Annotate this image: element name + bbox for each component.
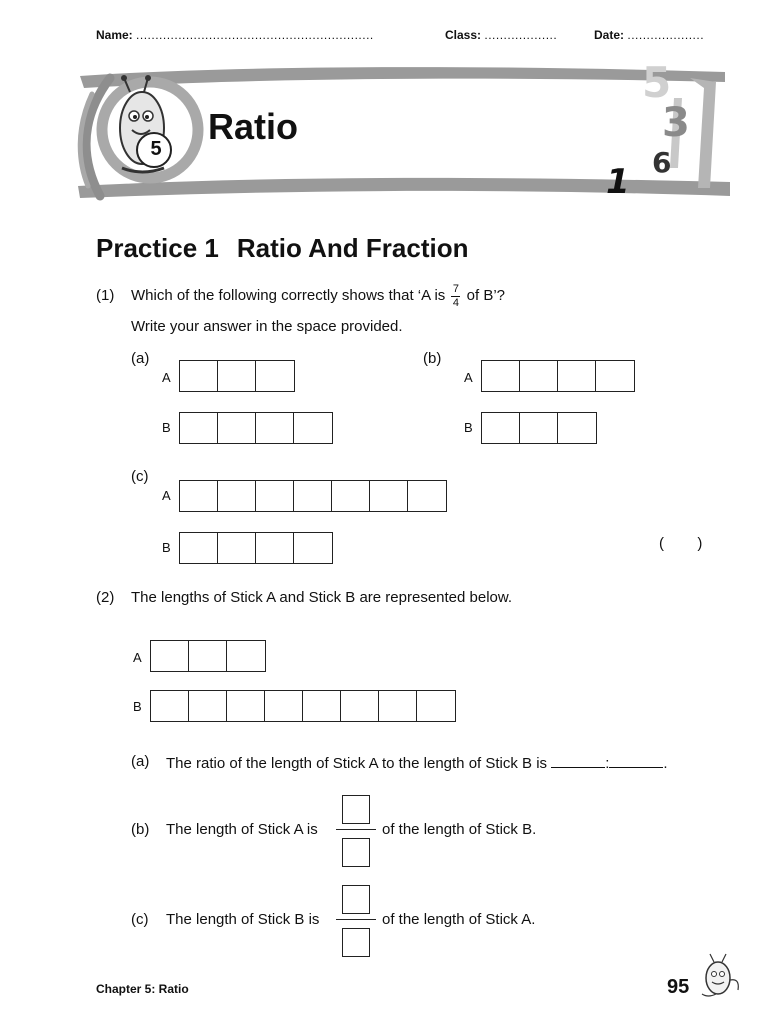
- bar-unit: [180, 413, 218, 443]
- option-a-bar-b: [179, 412, 333, 444]
- bar-label-a: A: [162, 488, 171, 503]
- stick-b-bar: [150, 690, 456, 722]
- bar-unit: [256, 361, 294, 391]
- bar-unit: [294, 413, 332, 443]
- bar-unit: [180, 533, 218, 563]
- stick-a-label: A: [133, 650, 142, 665]
- bar-unit: [341, 691, 379, 721]
- option-c-bar-b: [179, 532, 333, 564]
- q2b-label: (b): [131, 821, 150, 838]
- deco-number: 5: [642, 58, 672, 107]
- bar-unit: [218, 361, 256, 391]
- option-b-bar-b: [481, 412, 597, 444]
- q2a-question: [166, 753, 668, 772]
- date-blank: ....................: [627, 28, 705, 42]
- stick-b-label: B: [133, 699, 142, 714]
- q2b-text-before: The length of Stick A is: [166, 821, 318, 838]
- name-label: Name:: [96, 28, 133, 42]
- date-field: [594, 28, 704, 42]
- name-field: [96, 28, 374, 42]
- bar-unit: [256, 481, 294, 511]
- q2c-text-after: of the length of Stick A.: [382, 911, 536, 928]
- deco-number: 3: [662, 100, 690, 146]
- q2a-text: The ratio of the length of Stick A to the length of Stick B is: [166, 755, 548, 772]
- q1-text-after: of B’?: [466, 287, 505, 304]
- fraction-numerator: 7: [452, 282, 460, 295]
- bar-unit: [218, 413, 256, 443]
- deco-number: 6: [652, 146, 672, 179]
- bar-unit: [408, 481, 446, 511]
- q2c-fraction-bar: [336, 919, 376, 920]
- bar-unit: [180, 481, 218, 511]
- option-a-label: (a): [131, 350, 150, 367]
- q2-number: (2): [96, 589, 115, 606]
- deco-number: 1: [606, 162, 630, 202]
- bar-unit: [218, 533, 256, 563]
- q2c-label: (c): [131, 911, 149, 928]
- q2c-numerator-box[interactable]: [342, 885, 370, 914]
- bar-unit: [189, 641, 227, 671]
- class-field: [445, 28, 557, 42]
- fraction-7-4: [451, 284, 460, 309]
- q1-number: (1): [96, 287, 115, 304]
- ratio-blank-2[interactable]: [609, 753, 663, 768]
- bar-unit: [558, 413, 596, 443]
- option-b-label: (b): [423, 350, 442, 367]
- bar-unit: [370, 481, 408, 511]
- bar-unit: [227, 691, 265, 721]
- bar-unit: [303, 691, 341, 721]
- q2c-text-before: The length of Stick B is: [166, 911, 320, 928]
- ratio-end: .: [663, 755, 668, 772]
- bar-unit: [596, 361, 634, 391]
- chapter-footer: Chapter 5: Ratio: [96, 982, 189, 996]
- option-c-label: (c): [131, 468, 149, 485]
- bar-label-b: B: [464, 420, 473, 435]
- q1-question: [131, 279, 505, 313]
- name-blank: ..............................................................: [136, 28, 374, 42]
- mascot-illustration: [92, 72, 204, 184]
- bar-unit: [520, 413, 558, 443]
- ratio-blank-1[interactable]: [551, 753, 605, 768]
- class-label: Class:: [445, 28, 482, 42]
- date-label: Date:: [594, 28, 625, 42]
- bar-unit: [227, 641, 265, 671]
- q1-answer-bracket[interactable]: ( ): [659, 535, 703, 552]
- bar-unit: [151, 691, 189, 721]
- option-a-bar-a: [179, 360, 295, 392]
- bar-unit: [256, 413, 294, 443]
- q2b-numerator-box[interactable]: [342, 795, 370, 824]
- bar-unit: [520, 361, 558, 391]
- chapter-title: Ratio: [208, 106, 298, 147]
- q1-text-before: Which of the following correctly shows that ‘A is: [131, 287, 446, 304]
- bar-unit: [265, 691, 303, 721]
- bar-unit: [417, 691, 455, 721]
- bar-unit: [294, 481, 332, 511]
- bar-unit: [151, 641, 189, 671]
- bar-unit: [332, 481, 370, 511]
- q2c-denominator-box[interactable]: [342, 928, 370, 957]
- practice-title: Ratio And Fraction: [236, 233, 469, 263]
- option-b-bar-a: [481, 360, 635, 392]
- chapter-badge-number: 5: [150, 138, 162, 160]
- stick-a-bar: [150, 640, 266, 672]
- bar-label-a: A: [464, 370, 473, 385]
- bar-label-a: A: [162, 370, 171, 385]
- bar-label-b: B: [162, 540, 171, 555]
- bar-label-b: B: [162, 420, 171, 435]
- bar-unit: [379, 691, 417, 721]
- class-blank: ...................: [484, 28, 558, 42]
- bar-unit: [218, 481, 256, 511]
- bar-unit: [558, 361, 596, 391]
- page-number: 95: [667, 976, 690, 998]
- q2b-denominator-box[interactable]: [342, 838, 370, 867]
- bar-unit: [189, 691, 227, 721]
- q2a-label: (a): [131, 753, 150, 770]
- q2b-fraction-bar: [336, 829, 376, 830]
- bar-unit: [482, 413, 520, 443]
- q1-instruction: Write your answer in the space provided.: [131, 318, 403, 335]
- q2b-text-after: of the length of Stick B.: [382, 821, 537, 838]
- bar-unit: [256, 533, 294, 563]
- bar-unit: [180, 361, 218, 391]
- fraction-denominator: 4: [452, 296, 460, 309]
- mascot-footer-icon: [694, 950, 746, 1000]
- bar-unit: [482, 361, 520, 391]
- q2-text: The lengths of Stick A and Stick B are represented below.: [131, 589, 513, 606]
- option-c-bar-a: [179, 480, 447, 512]
- bar-unit: [294, 533, 332, 563]
- practice-number: Practice 1: [96, 233, 219, 263]
- ratio-separator: :: [605, 755, 610, 772]
- practice-heading: [96, 233, 468, 264]
